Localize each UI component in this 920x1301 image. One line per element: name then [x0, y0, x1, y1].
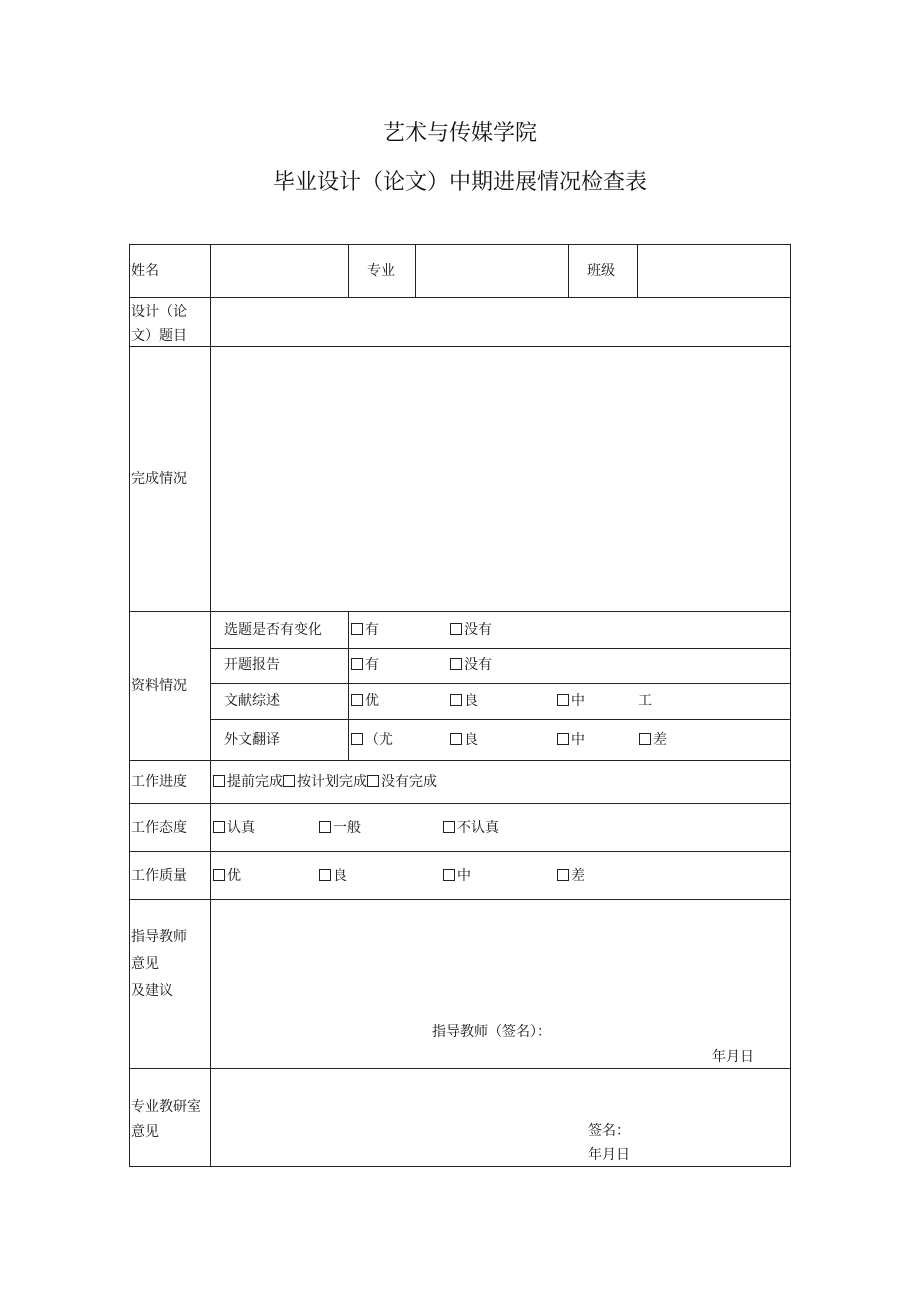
option-label: 差	[571, 868, 585, 884]
option-label: 差	[653, 732, 667, 748]
advisor-date: 年月日	[712, 1049, 754, 1065]
row-divider	[129, 1068, 791, 1069]
divider	[637, 244, 638, 297]
checkbox-icon	[319, 869, 331, 881]
checkbox-option[interactable]	[450, 658, 492, 672]
checkbox-option[interactable]	[557, 869, 585, 883]
checkbox-option[interactable]	[319, 821, 361, 835]
checkbox-option[interactable]	[450, 733, 478, 747]
table-border-left	[129, 244, 130, 1167]
checkbox-option[interactable]	[351, 694, 379, 708]
checkbox-option[interactable]	[351, 733, 393, 747]
dept-opinion-field[interactable]	[212, 1070, 789, 1115]
advisor-label-line2: 意见	[131, 956, 159, 972]
name-field[interactable]	[212, 246, 347, 296]
option-label: 中	[457, 868, 471, 884]
checkbox-option[interactable]	[283, 774, 367, 790]
checkbox-icon	[557, 694, 569, 706]
row-divider	[210, 683, 791, 684]
checkbox-icon	[351, 733, 363, 745]
checkbox-option[interactable]	[450, 694, 478, 708]
checkbox-icon	[443, 821, 455, 833]
materials-item: 开题报告	[224, 657, 280, 673]
quality-label: 工作质量	[131, 868, 187, 884]
name-label: 姓名	[131, 263, 159, 279]
progress-options	[213, 775, 437, 789]
completion-label: 完成情况	[131, 471, 187, 487]
major-field[interactable]	[417, 246, 567, 296]
checkbox-icon	[351, 658, 363, 670]
row-divider	[129, 611, 791, 612]
form-title: 毕业设计（论文）中期进展情况检查表	[272, 170, 647, 195]
checkbox-option[interactable]	[213, 774, 283, 790]
option-label: 没有	[464, 622, 492, 638]
checkbox-icon	[557, 869, 569, 881]
option-label: 优	[365, 693, 379, 709]
option-label: 良	[464, 693, 478, 709]
dept-label-line1: 专业教研室	[131, 1099, 201, 1115]
checkbox-icon	[557, 733, 569, 745]
checkbox-option[interactable]	[450, 623, 492, 637]
completion-field[interactable]	[212, 348, 789, 610]
checkbox-icon	[351, 623, 363, 635]
table-border-bottom	[129, 1166, 791, 1167]
checkbox-option[interactable]	[367, 774, 437, 790]
class-field[interactable]	[639, 246, 789, 296]
checkbox-icon	[450, 694, 462, 706]
checkbox-icon	[319, 821, 331, 833]
option-label: 优	[227, 868, 241, 884]
class-label: 班级	[587, 263, 615, 279]
advisor-opinion-field[interactable]	[212, 901, 789, 1019]
advisor-label-line3: 及建议	[131, 983, 173, 999]
option-label: 中	[571, 693, 585, 709]
divider	[348, 244, 349, 297]
checkbox-option[interactable]	[351, 658, 379, 672]
option-label: 没有完成	[381, 774, 437, 790]
option-label: 认真	[227, 820, 255, 836]
row-divider	[129, 899, 791, 900]
dept-label-line2: 意见	[131, 1124, 159, 1140]
checkbox-option[interactable]	[557, 694, 585, 708]
checkbox-option[interactable]	[351, 623, 379, 637]
option-extra-text: 工	[638, 693, 652, 709]
divider	[415, 244, 416, 297]
major-label: 专业	[367, 263, 395, 279]
table-border-top	[129, 244, 791, 245]
materials-label: 资料情况	[131, 678, 187, 694]
row-divider	[129, 803, 791, 804]
row-divider	[210, 648, 791, 649]
checkbox-icon	[367, 775, 379, 787]
row-divider	[129, 851, 791, 852]
checkbox-icon	[639, 733, 651, 745]
table-border-right	[790, 244, 791, 1167]
option-label: 有	[365, 622, 379, 638]
dept-signature: 签名：	[588, 1123, 630, 1139]
advisor-label-line1: 指导教师	[131, 929, 187, 945]
checkbox-option[interactable]	[557, 733, 585, 747]
checkbox-icon	[213, 869, 225, 881]
label-column-divider	[210, 244, 211, 1167]
option-label: 良	[333, 868, 347, 884]
option-label: 按计划完成	[297, 774, 367, 790]
checkbox-icon	[283, 775, 295, 787]
option-label: 一般	[333, 820, 361, 836]
topic-field[interactable]	[212, 299, 789, 345]
checkbox-option[interactable]	[213, 869, 241, 883]
row-divider	[210, 719, 791, 720]
dept-date: 年月日	[588, 1147, 630, 1163]
option-label: 有	[365, 657, 379, 673]
progress-label: 工作进度	[131, 774, 187, 790]
checkbox-option[interactable]	[213, 821, 255, 835]
checkbox-icon	[213, 821, 225, 833]
option-label: （尤	[365, 732, 393, 748]
materials-item: 外文翻译	[224, 732, 280, 748]
option-label: 提前完成	[227, 774, 283, 790]
checkbox-option[interactable]	[319, 869, 347, 883]
materials-item: 文献综述	[224, 693, 280, 709]
row-divider	[129, 346, 791, 347]
checkbox-icon	[213, 775, 225, 787]
checkbox-option[interactable]	[443, 869, 471, 883]
option-label: 不认真	[457, 820, 499, 836]
topic-label-line1: 设计（论	[131, 304, 187, 320]
checkbox-icon	[450, 733, 462, 745]
materials-item: 选题是否有变化	[224, 622, 322, 638]
topic-label-line2: 文）题目	[131, 328, 187, 344]
checkbox-option[interactable]	[639, 733, 667, 747]
advisor-signature: 指导教师（签名）：	[432, 1024, 551, 1040]
materials-column-divider	[348, 611, 349, 760]
school-title: 艺术与传媒学院	[382, 121, 537, 146]
option-label: 良	[464, 732, 478, 748]
checkbox-option[interactable]	[443, 821, 499, 835]
row-divider	[129, 297, 791, 298]
checkbox-icon	[450, 623, 462, 635]
checkbox-icon	[443, 869, 455, 881]
row-divider	[129, 760, 791, 761]
attitude-label: 工作态度	[131, 820, 187, 836]
checkbox-icon	[450, 658, 462, 670]
option-label: 中	[571, 732, 585, 748]
option-label: 没有	[464, 657, 492, 673]
divider	[568, 244, 569, 297]
checkbox-icon	[351, 694, 363, 706]
